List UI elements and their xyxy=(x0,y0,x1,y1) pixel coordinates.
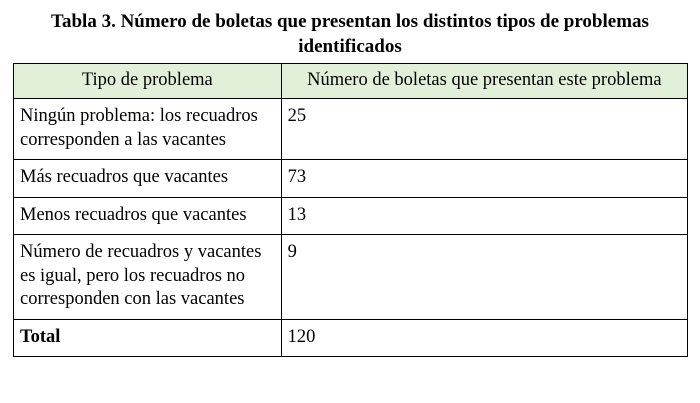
table-row xyxy=(14,235,688,320)
table-row xyxy=(14,160,688,198)
table-row xyxy=(14,197,688,235)
problem-type-cell: Número de recuadros y vacantes es igual, pero los recuadros no corresponden con las vacantes xyxy=(14,235,282,320)
ballot-count-cell: 9 xyxy=(281,235,687,320)
ballot-count-cell: 73 xyxy=(281,160,687,198)
ballot-count-cell: 25 xyxy=(281,99,687,160)
ballot-count-cell: 13 xyxy=(281,197,687,235)
problem-type-cell: Menos recuadros que vacantes xyxy=(14,197,282,235)
problem-type-cell: Ningún problema: los recuadros corresponden a las vacantes xyxy=(14,99,282,160)
total-label: Total xyxy=(14,319,282,357)
header-ballot-count: Número de boletas que presentan este problema xyxy=(281,64,687,99)
header-problem-type: Tipo de problema xyxy=(14,64,282,99)
problems-table xyxy=(13,63,688,357)
total-row xyxy=(14,319,688,357)
table-caption xyxy=(0,9,700,59)
table-caption-line-1: Tabla 3. Número de boletas que presentan los distintos tipos de problemas xyxy=(51,11,649,32)
table-caption-line-2: identificados xyxy=(298,36,402,57)
table-row xyxy=(14,99,688,160)
table-header-row xyxy=(14,64,688,99)
problem-type-cell: Más recuadros que vacantes xyxy=(14,160,282,198)
total-count: 120 xyxy=(281,319,687,357)
